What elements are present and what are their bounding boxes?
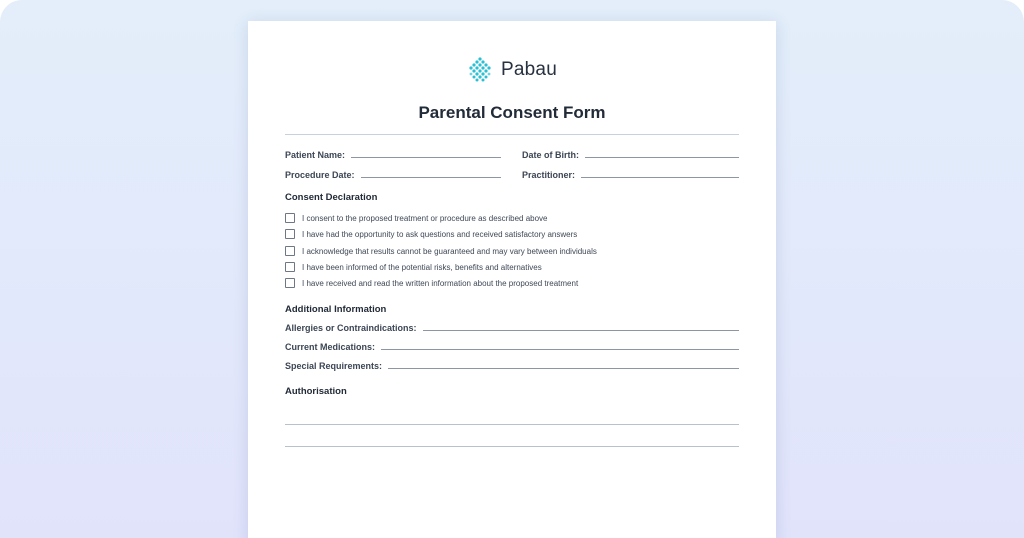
consent-item-label: I have been informed of the potential risks, benefits and alternatives	[302, 262, 542, 272]
consent-item[interactable]	[285, 212, 547, 224]
checkbox[interactable]	[285, 229, 295, 239]
special-requirements-field[interactable]	[285, 357, 739, 371]
procedure-date-line[interactable]	[361, 176, 501, 178]
allergies-label: Allergies or Contraindications:	[285, 323, 417, 333]
additional-info-heading: Additional Information	[285, 304, 387, 315]
practitioner-label: Practitioner:	[522, 170, 576, 180]
practitioner-line[interactable]	[581, 176, 739, 178]
consent-item[interactable]	[285, 277, 578, 289]
medications-line[interactable]	[381, 348, 739, 350]
medications-field[interactable]	[285, 338, 739, 352]
consent-item[interactable]	[285, 261, 542, 273]
date-of-birth-label: Date of Birth:	[522, 150, 579, 160]
consent-item[interactable]	[285, 228, 577, 240]
special-requirements-line[interactable]	[388, 367, 739, 369]
patient-name-field[interactable]	[285, 146, 501, 160]
practitioner-field[interactable]	[522, 166, 739, 180]
brand-logo	[248, 57, 776, 83]
patient-name-label: Patient Name:	[285, 150, 346, 160]
consent-form-document	[248, 21, 776, 538]
allergies-line[interactable]	[423, 329, 739, 331]
authorisation-heading: Authorisation	[285, 386, 347, 397]
checkbox[interactable]	[285, 262, 295, 272]
checkbox[interactable]	[285, 246, 295, 256]
consent-item-label: I have received and read the written information about the proposed treatment	[302, 278, 579, 288]
signature-line[interactable]	[285, 446, 739, 447]
title-divider	[285, 134, 739, 135]
consent-item-label: I acknowledge that results cannot be guaranteed and may vary between individuals	[302, 246, 597, 256]
consent-item[interactable]	[285, 245, 597, 257]
signature-line[interactable]	[285, 424, 739, 425]
form-title: Parental Consent Form	[418, 103, 606, 122]
consent-item-label: I consent to the proposed treatment or procedure as described above	[302, 213, 548, 223]
procedure-date-field[interactable]	[285, 166, 501, 180]
checkbox[interactable]	[285, 278, 295, 288]
consent-heading: Consent Declaration	[285, 192, 378, 203]
medications-label: Current Medications:	[285, 342, 376, 352]
allergies-field[interactable]	[285, 319, 739, 333]
date-of-birth-line[interactable]	[585, 156, 739, 158]
brand-name: Pabau	[501, 59, 557, 80]
consent-item-label: I have had the opportunity to ask questions and received satisfactory answers	[302, 229, 578, 239]
patient-name-line[interactable]	[351, 156, 501, 158]
procedure-date-label: Procedure Date:	[285, 170, 355, 180]
checkbox[interactable]	[285, 213, 295, 223]
special-requirements-label: Special Requirements:	[285, 361, 383, 371]
date-of-birth-field[interactable]	[522, 146, 739, 160]
diamond-dots-icon	[467, 57, 493, 83]
